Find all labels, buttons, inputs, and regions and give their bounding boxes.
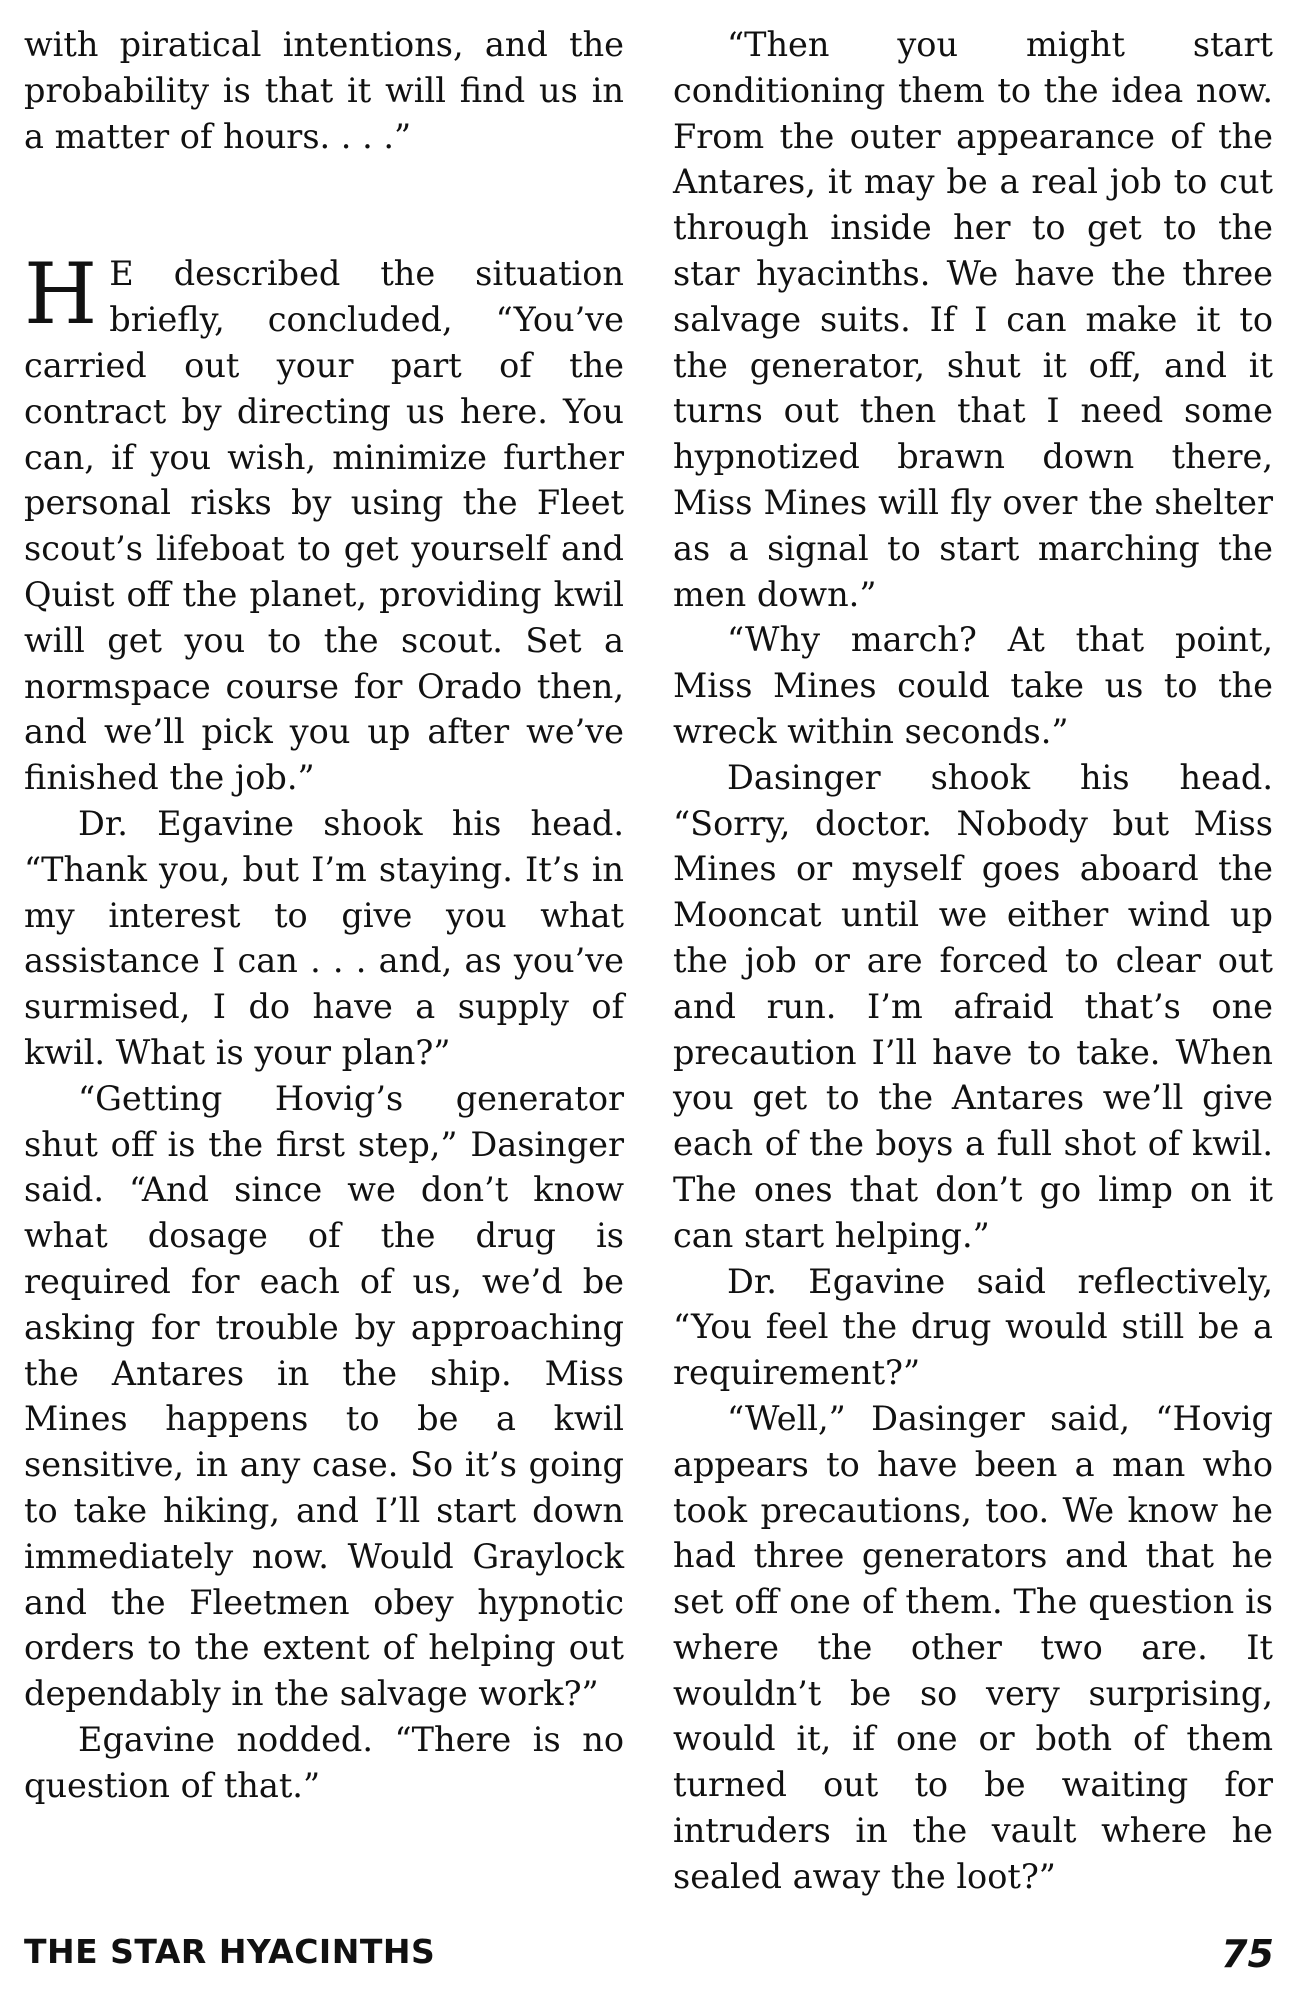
section-break [24, 159, 624, 251]
left-column [24, 22, 624, 1808]
paragraph: with piratical intentions, and the probability is that it will find us in a matter of hours. . . .” [24, 25, 624, 156]
page-number: 75 [1221, 1932, 1274, 1976]
right-column [673, 22, 1273, 1900]
paragraph: Egavine nodded. “There is no question of that.” [24, 1719, 624, 1805]
page-footer [24, 1932, 1274, 1980]
paragraph: Dr. Egavine shook his head. “Thank you, but I’m staying. It’s in my interest to give you what assistance I can . . . and, as you’ve surmised, I do have a supply of kwil. What is your plan?” [24, 803, 624, 1072]
drop-cap: H [24, 245, 98, 344]
paragraph: Dr. Egavine said reflectively, “You feel the drug would still be a requirement?” [673, 1261, 1273, 1393]
running-title: THE STAR HYACINTHS [24, 1932, 436, 1971]
paragraph: “Then you might start conditioning them to the idea now. From the outer appearance of the Antares, it may be a real job to cut through inside her to get to the star hyacinths. We have the three salvage suits. If I can make it to the generator, shut it off, and it turns out then that I need some hypnotized brawn down there, Miss Mines will fly over the shelter as a signal to start marching the men down.” [673, 25, 1273, 614]
paragraph: “Why march? At that point, Miss Mines could take us to the wreck within seconds.” [673, 620, 1273, 751]
paragraph: “Well,” Dasinger said, “Hovig appears to have been a man who took precautions, too. We know he had three generators and that he set off one of them. The question is where the other two are. It wouldn’t be so very surprising, would it, if one or both of them turned out to be waiting for intruders in the vault where he sealed away the loot?” [673, 1398, 1273, 1896]
paragraph: “Getting Hovig’s generator shut off is the first step,” Dasinger said. “And since we don’t know what dosage of the drug is required for each of us, we’d be asking for trouble by approaching the Antares in the ship. Miss Mines happens to be a kwil sensitive, in any case. So it’s going to take hiking, and I’ll start down immediately now. Would Graylock and the Fleetmen obey hypnotic orders to the extent of helping out dependably in the salvage work?” [24, 1078, 624, 1714]
paragraph: Dasinger shook his head. “Sorry, doctor. Nobody but Miss Mines or myself goes aboard the Mooncat until we either wind up the job or are forced to clear out and run. I’m afraid that’s one precaution I’ll have to take. When you get to the Antares we’ll give each of the boys a full shot of kwil. The ones that don’t go limp on it can start helping.” [673, 757, 1273, 1255]
paragraph-with-dropcap [24, 245, 624, 801]
paragraph-text: E described the situation briefly, concluded, “You’ve carried out your part of the contract by directing us here. You can, if you wish, minimize further personal risks by using the Fleet scout’s lifeboat to get yourself and Quist off the planet, providing kwil will get you to the scout. Set a normspace course for Orado then, and we’ll pick you up after we’ve finished the job.” [24, 254, 624, 798]
